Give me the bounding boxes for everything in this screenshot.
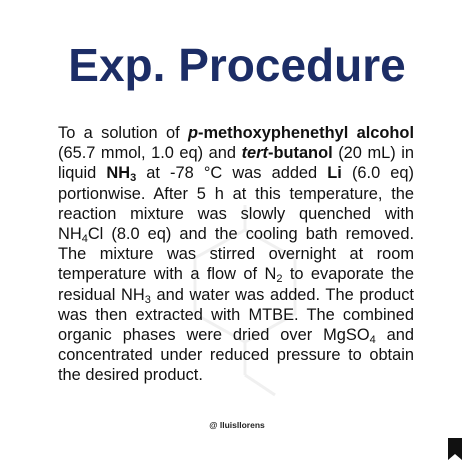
page-title: Exp. Procedure [68, 39, 406, 91]
procedure-text: To a solution of p-methoxyphenethyl alcohol (65.7 mmol, 1.0 eq) and tert-butanol (20 mL) in liquid $NH_3$ at -78 °C was added Li (6.0 eq) portionwise. After 5 h at this temperature, the reaction mixture was slowly quenched with $NH_4Cl$ (8.0 eq) and the cooling bath removed. The mixture was stirred overnight at room temperature with a flow of $N_2$ to evaporate the residual $NH_3$ and water was added. The product was then extracted with MTBE. The combined organic phases were dried over MgSO$_4$ and concentrated under reduced pressure to obtain the desired product. [58, 124, 414, 385]
bookmark-icon[interactable] [448, 438, 462, 460]
author-handle: @ lluisllorens [209, 420, 265, 430]
